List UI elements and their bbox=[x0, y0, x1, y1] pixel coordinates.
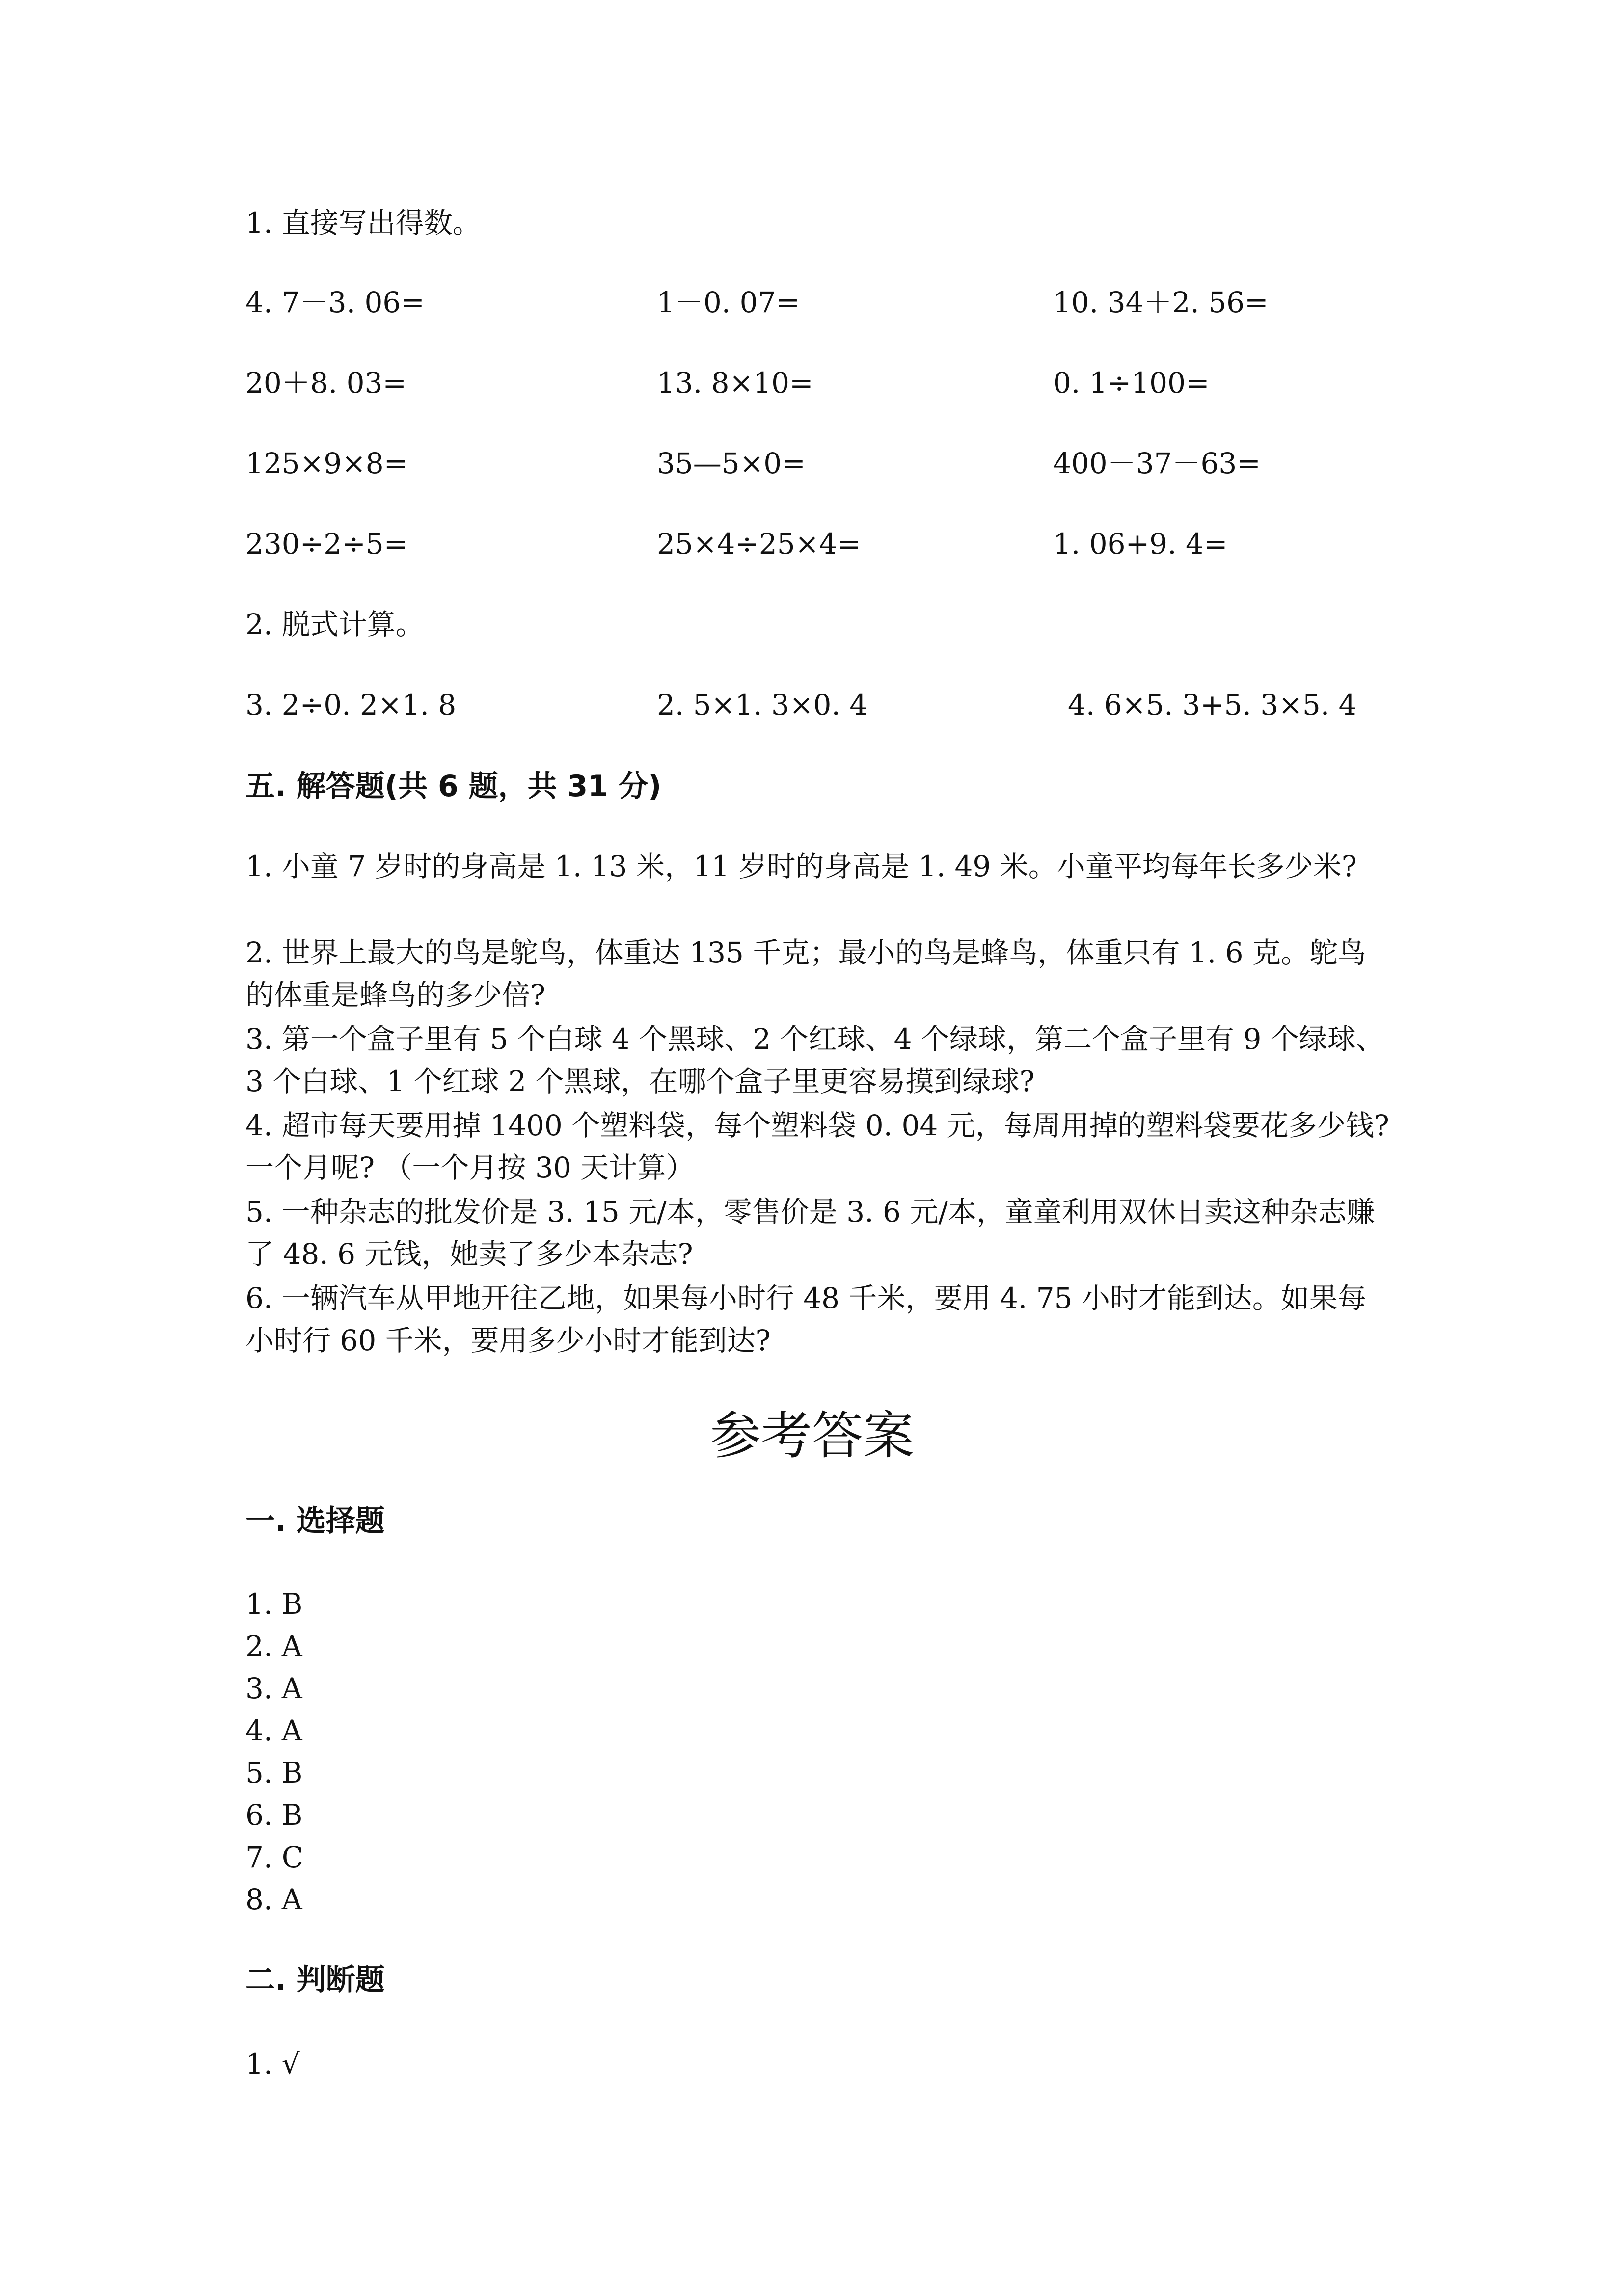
calc-row bbox=[0, 522, 1624, 565]
calc-row bbox=[0, 361, 1624, 404]
step-calc-item: 4. 6×5. 3+5. 3×5. 4 bbox=[1068, 688, 1357, 721]
calc-item: 10. 34＋2. 56= bbox=[1053, 286, 1269, 319]
step-calc-item: 2. 5×1. 3×0. 4 bbox=[657, 688, 868, 721]
step-calc-heading: 2. 脱式计算。 bbox=[245, 608, 424, 641]
direct-calc-heading: 1. 直接写出得数。 bbox=[245, 206, 481, 240]
answer-item: 5. B bbox=[245, 1756, 303, 1789]
calc-item: 20＋8. 03= bbox=[245, 366, 406, 400]
problem-item: 4. 超市每天要用掉 1400 个塑料袋，每个塑料袋 0. 04 元，每周用掉的塑料袋要花多少钱? 一个月呢? （一个月按 30 天计算） bbox=[245, 1109, 1389, 1184]
problem-item: 6. 一辆汽车从甲地开往乙地，如果每小时行 48 千米，要用 4. 75 小时才能到达。如果每小时行 60 千米，要用多少小时才能到达? bbox=[245, 1281, 1366, 1357]
calc-item: 230÷2÷5= bbox=[245, 527, 408, 561]
answers-section2-heading: 二. 判断题 bbox=[245, 1963, 385, 1997]
step-calc-item: 3. 2÷0. 2×1. 8 bbox=[245, 688, 457, 721]
calc-item: 25×4÷25×4= bbox=[657, 527, 861, 561]
calc-item: 400－37－63= bbox=[1053, 447, 1261, 480]
problem-item: 3. 第一个盒子里有 5 个白球 4 个黑球、2 个红球、4 个绿球，第二个盒子里有 9 个绿球、3 个白球、1 个红球 2 个黑球，在哪个盒子里更容易摸到绿球? bbox=[245, 1022, 1384, 1098]
calc-item: 1－0. 07= bbox=[657, 286, 800, 319]
answer-item: 1. B bbox=[245, 1587, 303, 1621]
step-calc-row bbox=[0, 683, 1624, 726]
calc-item: 13. 8×10= bbox=[657, 366, 813, 400]
answer-item: 2. A bbox=[245, 1629, 302, 1663]
calc-item: 1. 06+9. 4= bbox=[1053, 527, 1228, 561]
problem-item: 1. 小童 7 岁时的身高是 1. 13 米，11 岁时的身高是 1. 49 米。小童平均每年长多少米? bbox=[245, 850, 1357, 883]
problem-item: 2. 世界上最大的鸟是鸵鸟，体重达 135 千克；最小的鸟是蜂鸟，体重只有 1. 6 克。鸵鸟的体重是蜂鸟的多少倍? bbox=[245, 936, 1366, 1012]
answer-item: 6. B bbox=[245, 1798, 303, 1832]
calc-item: 35—5×0= bbox=[657, 447, 806, 480]
answer-item: 8. A bbox=[245, 1883, 302, 1916]
calc-item: 4. 7－3. 06= bbox=[245, 286, 425, 319]
calc-item: 125×9×8= bbox=[245, 447, 408, 480]
answer-item: 7. C bbox=[245, 1841, 304, 1874]
section5-heading: 五. 解答题(共 6 题，共 31 分) bbox=[245, 769, 662, 803]
problem-item: 5. 一种杂志的批发价是 3. 15 元/本，零售价是 3. 6 元/本，童童利用双休日卖这种杂志赚了 48. 6 元钱，她卖了多少本杂志? bbox=[245, 1195, 1375, 1271]
answers-title: 参考答案 bbox=[709, 1406, 914, 1466]
answer-item: 4. A bbox=[245, 1714, 302, 1747]
calc-item: 0. 1÷100= bbox=[1053, 366, 1210, 400]
answer-item: 3. A bbox=[245, 1672, 302, 1705]
answer-item: 1. √ bbox=[245, 2047, 300, 2081]
calc-row bbox=[0, 281, 1624, 324]
calc-row bbox=[0, 442, 1624, 485]
answers-section1-heading: 一. 选择题 bbox=[245, 1504, 385, 1538]
